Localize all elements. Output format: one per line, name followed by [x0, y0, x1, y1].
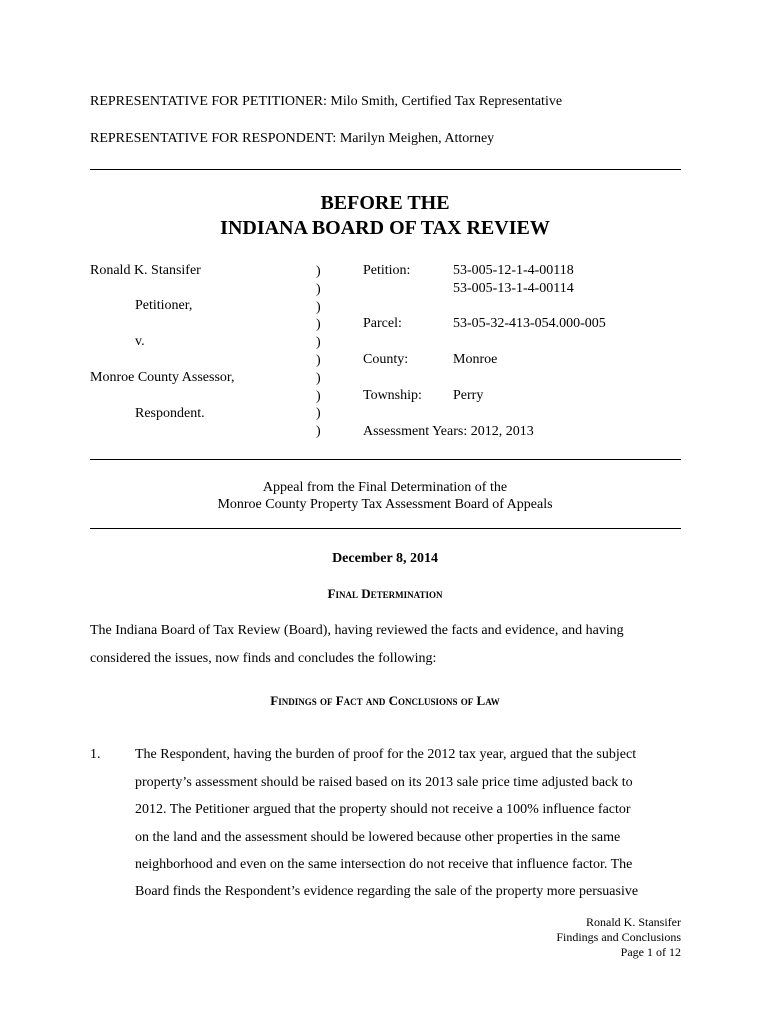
heading-before-the: BEFORE THE: [320, 192, 450, 214]
intro-line-1: The Indiana Board of Tax Review (Board), having reviewed the facts and evidence, and having: [90, 623, 624, 638]
intro-line-2: considered the issues, now finds and concludes the following:: [90, 651, 437, 666]
divider-top: [90, 169, 681, 170]
assessment-years: Assessment Years: 2012, 2013: [363, 424, 534, 439]
parcel-number: 53-05-32-413-054.000-005: [453, 316, 606, 331]
petitioner-representative: REPRESENTATIVE FOR PETITIONER: Milo Smith, Certified Tax Representative: [90, 94, 563, 109]
appeal-line-2: Monroe County Property Tax Assessment Board of Appeals: [217, 497, 553, 512]
township-value: Perry: [453, 388, 484, 403]
divider-bottom: [90, 528, 681, 529]
petitioner-role: Petitioner,: [135, 298, 193, 313]
footer-case-name: Ronald K. Stansifer: [586, 915, 681, 929]
divider-middle: [90, 459, 681, 460]
paragraph-line: property’s assessment should be raised based on its 2013 sale price time adjusted back to: [135, 775, 633, 790]
paragraph-line: neighborhood and even on the same intersection do not receive that influence factor. The: [135, 857, 633, 872]
petition-number-2012: 53-005-12-1-4-00118: [453, 263, 574, 278]
paragraph-line: Board finds the Respondent’s evidence regarding the sale of the property more persuasive: [135, 884, 639, 899]
respondent-role: Respondent.: [135, 406, 205, 421]
caption-parentheses: ) ) ) ) ) ) ) ) ) ): [316, 264, 321, 440]
paragraph-line: 2012. The Petitioner argued that the property should not receive a 100% influence factor: [135, 802, 631, 817]
final-determination-heading: Final Determination: [327, 586, 443, 601]
respondent-representative: REPRESENTATIVE FOR RESPONDENT: Marilyn Meighen, Attorney: [90, 131, 495, 146]
paragraph-number: 1.: [90, 747, 101, 762]
heading-board-name: INDIANA BOARD OF TAX REVIEW: [220, 217, 550, 239]
versus-label: v.: [135, 334, 145, 349]
petition-number-2013: 53-005-13-1-4-00114: [453, 281, 574, 296]
township-label: Township:: [363, 388, 422, 403]
footer-page-number: Page 1 of 12: [620, 945, 681, 959]
findings-heading: Findings of Fact and Conclusions of Law: [270, 693, 500, 708]
county-label: County:: [363, 352, 409, 367]
paragraph-line: The Respondent, having the burden of proof for the 2012 tax year, argued that the subject: [135, 747, 637, 762]
petition-label: Petition:: [363, 263, 411, 278]
respondent-name: Monroe County Assessor,: [90, 370, 235, 385]
parcel-label: Parcel:: [363, 316, 402, 331]
appeal-line-1: Appeal from the Final Determination of the: [262, 480, 508, 495]
county-value: Monroe: [453, 352, 498, 367]
petitioner-name: Ronald K. Stansifer: [90, 263, 201, 278]
paragraph-line: on the land and the assessment should be lowered because other properties in the same: [135, 830, 621, 845]
determination-date: December 8, 2014: [332, 551, 438, 566]
footer-document-title: Findings and Conclusions: [556, 930, 681, 944]
